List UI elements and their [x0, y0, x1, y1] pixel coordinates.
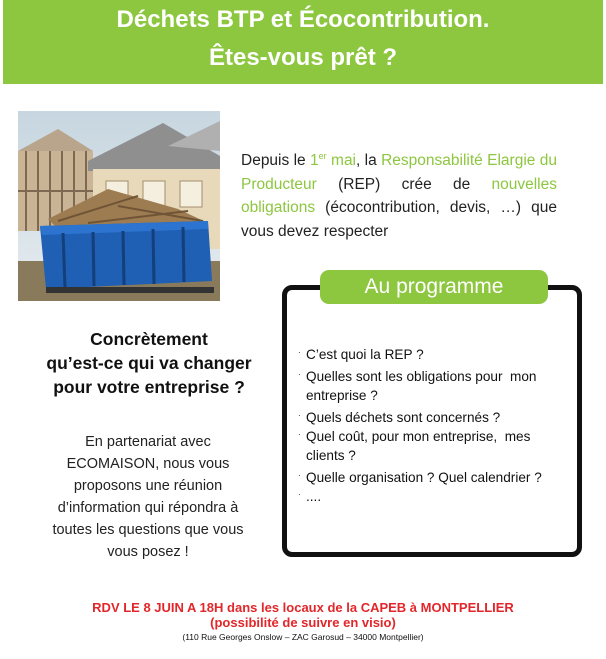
programme-item [298, 345, 568, 364]
concretement-line3: pour votre entreprise ? [53, 377, 245, 397]
programme-list [298, 345, 568, 506]
header-banner [3, 0, 603, 84]
programme-item [298, 487, 568, 506]
bullet-icon: · [298, 471, 301, 480]
intro-text-1: Depuis le [241, 152, 311, 169]
programme-item-text: Quelles sont les obligations pour mon entreprise ? [306, 369, 537, 403]
programme-item-text: .... [306, 489, 322, 504]
programme-item [298, 427, 542, 465]
bullet-icon: · [298, 411, 301, 420]
header-title-line2: Êtes-vous prêt ? [208, 44, 398, 71]
rdv-line1: RDV LE 8 JUIN A 18H dans les locaux de la CAPEB à MONTPELLIER [92, 600, 514, 615]
intro-text-4: (écocontribution, devis, …) que vous devez respecter [241, 199, 557, 240]
partner-line5: toutes les questions que vous [52, 522, 244, 538]
programme-item-text: Quels déchets sont concernés ? [306, 410, 501, 425]
partner-line1: En partenariat avec [85, 434, 211, 450]
intro-date [310, 152, 356, 169]
intro-text-2: , la [356, 152, 382, 169]
concretement-heading [14, 327, 284, 399]
programme-item [298, 367, 542, 405]
intro-rep: Responsabilité Elargie du Producteur [241, 152, 557, 193]
rdv-address: (110 Rue Georges Onslow – ZAC Garosud – 34000 Montpellier) [182, 632, 424, 642]
partner-line3: proposons une réunion [73, 478, 223, 494]
intro-paragraph [241, 149, 557, 243]
intro-obligations: nouvelles obligations [241, 175, 557, 216]
programme-item [298, 408, 568, 427]
concretement-line2: qu’est-ce qui va changer [46, 353, 252, 373]
programme-title: Au programme [320, 270, 548, 304]
bullet-icon: · [298, 430, 301, 439]
intro-date-month: mai [326, 152, 357, 169]
programme-item-text: Quelle organisation ? Quel calendrier ? [306, 470, 542, 485]
programme-item-text: C’est quoi la REP ? [306, 347, 424, 362]
programme-item-text: Quel coût, pour mon entreprise, mes clients ? [306, 429, 531, 463]
bullet-icon: · [298, 348, 301, 357]
bullet-icon: · [298, 490, 301, 499]
construction-dumpster-photo [18, 111, 220, 301]
bullet-icon: · [298, 370, 301, 379]
header-title-line1: Déchets BTP et Écocontribution. [116, 6, 490, 33]
partner-line2: ECOMAISON, nous vous [66, 456, 230, 472]
partner-line4: d’information qui répondra à [57, 500, 239, 516]
concretement-line1: Concrètement [90, 329, 208, 349]
intro-text-3: (REP) crée de [316, 175, 492, 193]
rdv-line2: (possibilité de suivre en visio) [210, 615, 396, 630]
partner-paragraph [30, 431, 266, 563]
intro-date-sup: er [318, 150, 327, 161]
programme-item [298, 468, 568, 487]
intro-date-num: 1 [310, 152, 319, 169]
partner-line6: vous posez ! [107, 544, 189, 560]
photo-illustration [18, 111, 220, 301]
